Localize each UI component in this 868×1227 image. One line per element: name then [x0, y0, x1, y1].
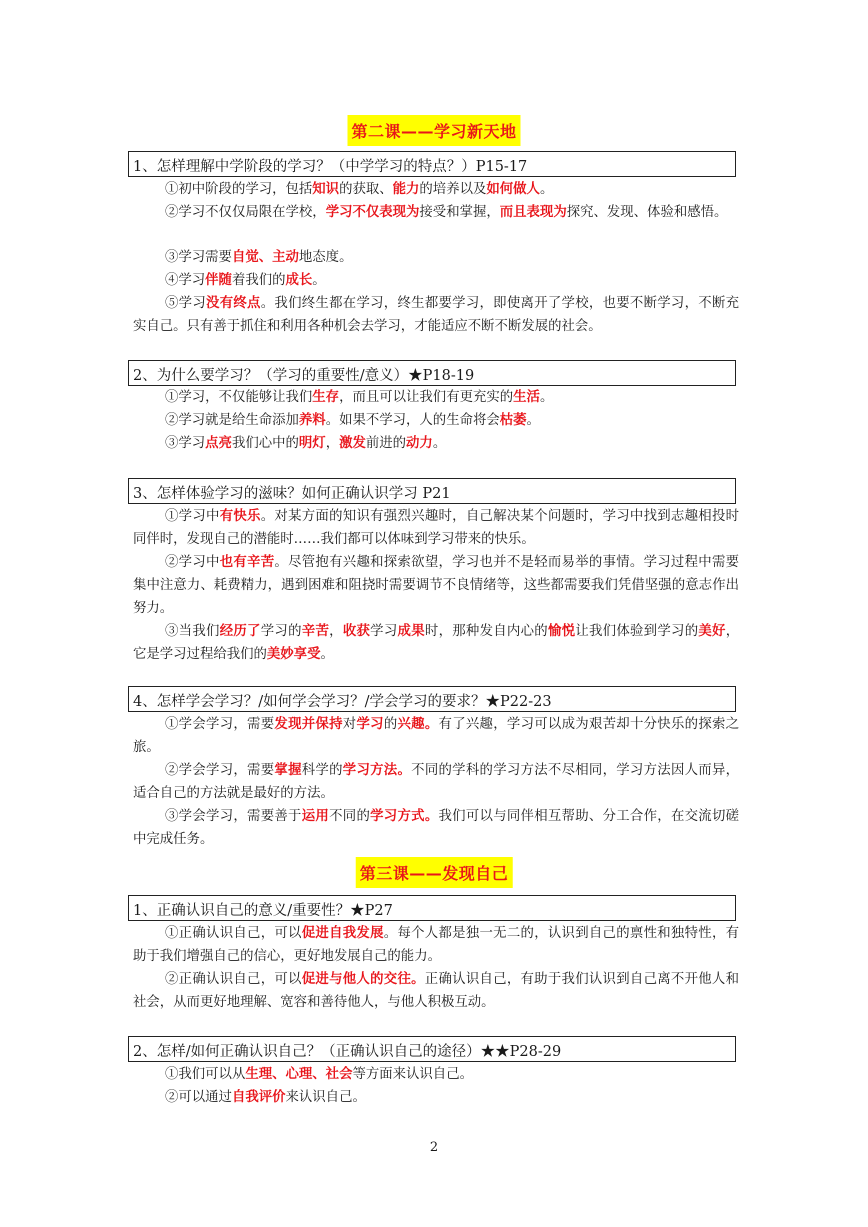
text-run: ，	[325, 436, 340, 451]
question-box: 2、为什么要学习？（学习的重要性/意义）★P18-19	[128, 360, 736, 386]
key-phrase: 收获	[342, 623, 371, 639]
text-run: 来认识自己。	[285, 1090, 366, 1105]
text-run: 地态度。	[298, 250, 353, 265]
text-run: 不同的	[329, 809, 371, 824]
text-run: ②学会学习，需要	[165, 763, 275, 778]
key-phrase: 也有辛苦	[219, 554, 275, 570]
key-phrase: 如何做人	[486, 181, 540, 197]
text-run: ①初中阶段的学习，包括	[165, 182, 313, 197]
answer-para	[133, 178, 739, 201]
key-phrase: 学习不仅表现为	[325, 204, 420, 220]
key-phrase: 促进自我发展	[301, 925, 384, 941]
answer-para	[133, 968, 739, 1014]
answer-para	[133, 409, 739, 432]
text-run: ③当我们	[165, 624, 220, 639]
text-run: 。	[539, 390, 554, 405]
answer-para	[133, 505, 739, 551]
key-phrase: 愉悦	[547, 623, 576, 639]
key-phrase: 自觉、主动	[231, 249, 299, 265]
key-phrase: 学习方法。	[342, 762, 412, 778]
answer-para	[133, 201, 739, 224]
key-phrase: 自我评价	[231, 1089, 286, 1105]
key-phrase: 兴趣。	[397, 716, 439, 732]
key-phrase: 动力	[406, 435, 433, 451]
key-phrase: 枯萎	[499, 412, 527, 428]
text-run: 让我们体验到学习的	[575, 624, 699, 639]
key-phrase: 发现并保持	[274, 716, 343, 732]
key-phrase: 点亮	[205, 435, 232, 451]
key-phrase: 学习	[356, 716, 384, 732]
key-phrase: 明灯	[298, 435, 326, 451]
text-run: ，而且可以让我们有更充实的	[339, 390, 514, 405]
text-run: 科学的	[301, 763, 343, 778]
key-phrase: 掌握	[274, 762, 302, 778]
text-run: ，它是学习过程给我们的	[133, 624, 740, 662]
text-run: 。每个人都是独一无二的，认识到自己的禀性和独特性，有助于我们增强自己的信心，更好地发展自己的能力。	[133, 926, 740, 964]
answer-para	[133, 620, 739, 666]
text-run: ③学会学习，需要善于	[165, 809, 302, 824]
question-box: 3、怎样体验学习的滋味？如何正确认识学习 P21	[128, 478, 736, 504]
text-run: ①学习中	[165, 509, 220, 524]
answer-para	[133, 432, 739, 455]
text-run: ②正确认识自己，可以	[165, 972, 302, 987]
key-phrase: 没有终点	[206, 295, 261, 311]
key-phrase: 生理、心理、社会	[245, 1066, 353, 1082]
key-phrase: 养料	[298, 412, 326, 428]
text-run: 有了兴趣，学习可以成为艰苦却十分快乐的探索之旅。	[133, 717, 740, 755]
key-phrase: 能力	[392, 181, 420, 197]
text-run: ①学会学习，需要	[165, 717, 275, 732]
text-run: 的培养以及	[419, 182, 487, 197]
key-phrase: 成果	[397, 623, 425, 639]
key-phrase: 成长	[285, 272, 313, 288]
answer-para	[133, 713, 739, 759]
key-phrase: 美好	[698, 623, 726, 639]
text-run: 前进的	[365, 436, 407, 451]
text-run: 接受和掌握，	[419, 205, 500, 220]
text-run: ①学习，不仅能够让我们	[165, 390, 313, 405]
key-phrase: 经历了	[219, 623, 261, 639]
lesson-title-3: 第三课——发现自己	[356, 857, 513, 888]
text-run: ②学习就是给生命添加	[165, 413, 299, 428]
text-run: ②可以通过	[165, 1090, 232, 1105]
text-run: ，	[329, 624, 343, 639]
text-run: ①我们可以从	[165, 1067, 246, 1082]
text-run: 。我们终生都在学习，终生都要学习，即使离开了学校，也要不断学习，不断充实自己。只有善于抓住和利用各种机会去学习，才能适应不断不断发展的社会。	[133, 296, 740, 334]
text-run: 时，那种发自内心的	[424, 624, 548, 639]
answer-para	[133, 386, 739, 409]
text-run: 。	[432, 436, 447, 451]
answer-para	[133, 292, 739, 338]
text-run: ①正确认识自己，可以	[165, 926, 302, 941]
text-run: 对	[342, 717, 357, 732]
answer-para	[133, 269, 739, 292]
key-phrase: 辛苦	[301, 623, 330, 639]
key-phrase: 有快乐	[219, 508, 261, 524]
text-run: 。尽管抱有兴趣和探索欲望，学习也并不是轻而易举的事情。学习过程中需要集中注意力、耗费精力，遇到困难和阻挠时需要调节不良情绪等，这些都需要我们凭借坚强的意志作出努力。	[133, 555, 740, 616]
question-box: 2、怎样/如何正确认识自己？（正确认识自己的途径）★★P28-29	[128, 1036, 736, 1062]
text-run: 学习	[370, 624, 398, 639]
text-run: 。	[526, 413, 540, 428]
text-run: 。	[312, 273, 326, 288]
answer-para	[133, 805, 739, 851]
text-run: 。	[320, 647, 334, 662]
answer-para	[133, 551, 739, 620]
answer-para	[133, 1063, 739, 1086]
question-box: 4、怎样学会学习？/如何学会学习？/学会学习的要求？★P22-23	[128, 686, 736, 712]
text-run: 等方面来认识自己。	[352, 1067, 473, 1082]
question-box: 1、正确认识自己的意义/重要性？★P27	[128, 895, 736, 921]
text-run: 我们心中的	[231, 436, 299, 451]
text-run: 。	[539, 182, 554, 197]
text-run: ②学习不仅仅局限在学校，	[165, 205, 326, 220]
text-run: 我们可以与同伴相互帮助、分工合作，在交流切磋中完成任务。	[133, 809, 740, 847]
text-run: 。如果不学习，人的生命将会	[325, 413, 500, 428]
answer-para	[133, 1086, 739, 1109]
key-phrase: 知识	[312, 181, 340, 197]
answer-para	[133, 759, 739, 805]
key-phrase: 伴随	[205, 272, 232, 288]
text-run: 探究、发现、体验和感悟。	[566, 205, 728, 220]
text-run: 的	[383, 717, 398, 732]
text-run: 正确认识自己，有助于我们认识到自己离不开他人和社会，从而更好地理解、宽容和善待他人，与他人积极互动。	[133, 972, 740, 1010]
key-phrase: 促进与他人的交往。	[301, 971, 425, 987]
lesson-title-2: 第二课——学习新天地	[347, 115, 520, 146]
text-run: 学习的	[260, 624, 302, 639]
text-run: ④学习	[165, 273, 206, 288]
text-run: ②学习中	[165, 555, 220, 570]
key-phrase: 学习方式。	[370, 808, 439, 824]
key-phrase: 而且表现为	[499, 204, 567, 220]
text-run: 不同的学科的学习方法不尽相同，学习方法因人而异，适合自己的方法就是最好的方法。	[133, 763, 740, 801]
page-number: 2	[429, 1140, 439, 1155]
answer-para	[133, 246, 739, 269]
key-phrase: 激发	[339, 435, 366, 451]
key-phrase: 生活	[513, 389, 540, 405]
text-run: 着我们的	[231, 273, 286, 288]
answer-para	[133, 922, 739, 968]
key-phrase: 美妙享受	[266, 646, 321, 662]
key-phrase: 生存	[312, 389, 340, 405]
key-phrase: 运用	[301, 808, 330, 824]
text-run: ③学习需要	[165, 250, 232, 265]
text-run: ⑤学习	[165, 296, 207, 311]
question-box: 1、怎样理解中学阶段的学习？（中学学习的特点？）P15-17	[128, 151, 736, 177]
text-run: 的获取、	[339, 182, 393, 197]
text-run: ③学习	[165, 436, 206, 451]
text-run: 。对某方面的知识有强烈兴趣时，自己解决某个问题时，学习中找到志趣相投时同伴时，发现自己的潜能时……我们都可以体味到学习带来的快乐。	[133, 509, 740, 547]
